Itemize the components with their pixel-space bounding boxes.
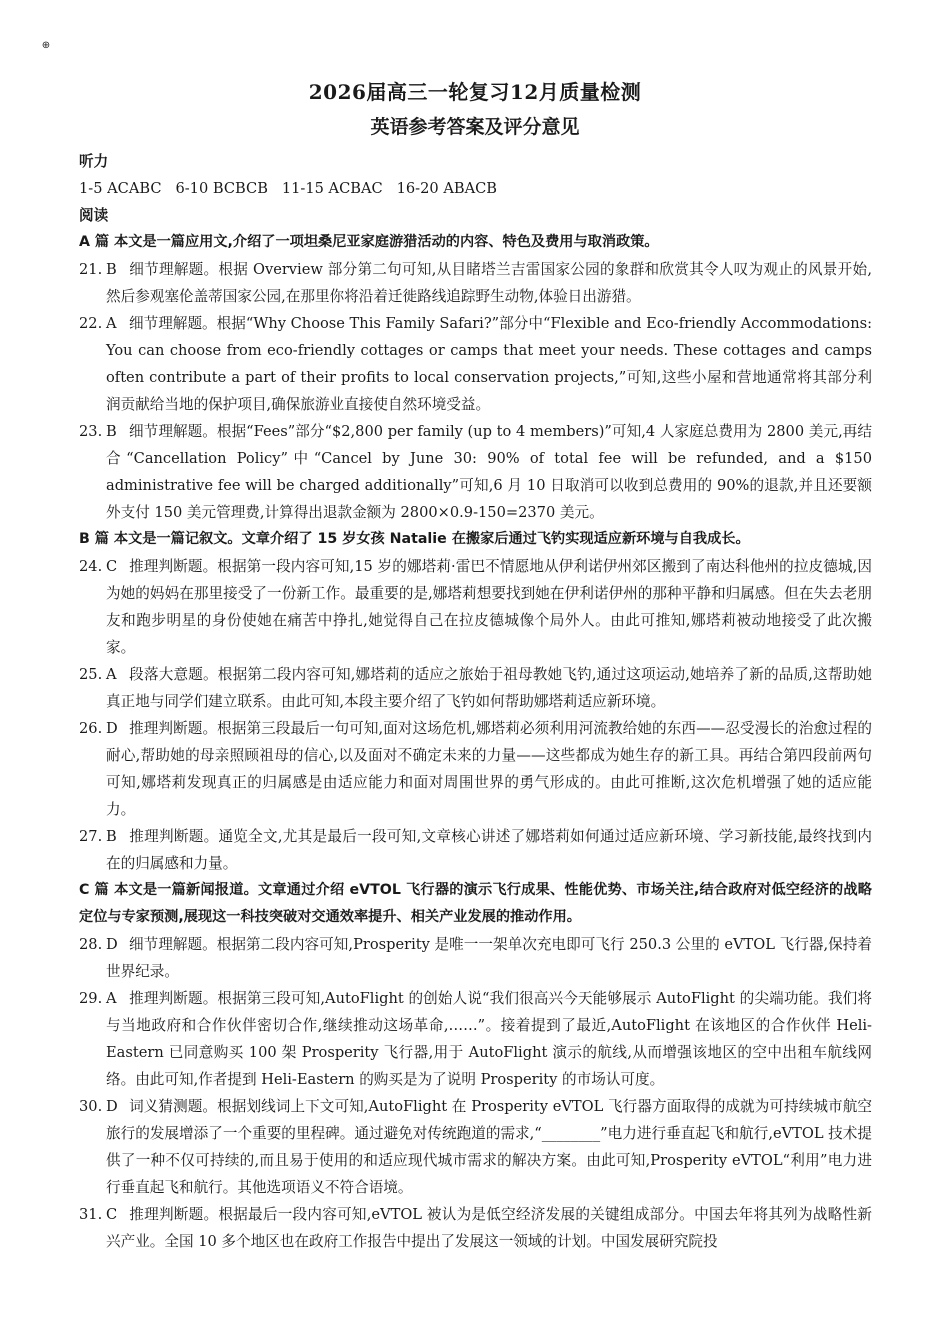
page-title: 2026届高三一轮复习12月质量检测 xyxy=(308,80,642,104)
passage-a-summary: A 篇 本文是一篇应用文,介绍了一项坦桑尼亚家庭游猎活动的内容、特色及费用与取消政策。 xyxy=(79,234,659,250)
item-number: 21. xyxy=(79,261,103,278)
answer-item xyxy=(79,256,872,310)
item-explanation: 推理判断题。根据第三段可知,AutoFlight 的创始人说“我们很高兴今天能够展示 AutoFlight 的尖端功能。我们将与当地政府和合作伙伴密切合作,继续推动这场革命,……”。接着提到了最近,AutoFlight 在该地区的合作伙伴 Heli-Eastern 已同意购买 100 架 Prosperity 飞行器,用于 AutoFlight 演示的航线,从而增强该地区的空中出租车航线网络。由此可知,作者提到 Heli-Eastern 的购买是为了说明 Prosperity 的市场认可度。 xyxy=(106,990,872,1088)
answer-item xyxy=(79,418,872,526)
item-number: 30. xyxy=(79,1098,103,1115)
item-number: 23. xyxy=(79,423,103,440)
answer-item xyxy=(79,823,872,877)
item-answer: D xyxy=(106,936,118,953)
item-answer: C xyxy=(106,1206,118,1223)
item-number: 22. xyxy=(79,315,103,332)
item-answer: C xyxy=(106,558,118,575)
item-answer: B xyxy=(106,261,117,278)
answer-content xyxy=(79,148,872,1255)
item-answer: D xyxy=(106,720,118,737)
item-number: 25. xyxy=(79,666,103,683)
item-explanation: 推理判断题。通览全文,尤其是最后一段可知,文章核心讲述了娜塔莉如何通过适应新环境、学习新技能,最终找到内在的归属感和力量。 xyxy=(106,828,872,872)
item-explanation: 段落大意题。根据第二段内容可知,娜塔莉的适应之旅始于祖母教她飞钓,通过这项运动,她培养了新的品质,这帮助她真正地与同学们建立联系。由此可知,本段主要介绍了飞钓如何帮助娜塔莉适应新环境。 xyxy=(106,666,872,710)
answer-item xyxy=(79,931,872,985)
answer-item xyxy=(79,1093,872,1201)
corner-mark-icon: ⊕ xyxy=(41,40,51,51)
item-explanation: 细节理解题。根据 Overview 部分第二句可知,从目睹塔兰吉雷国家公园的象群和欣赏其令人叹为观止的风景开始,然后参观塞伦盖蒂国家公园,在那里你将沿着迁徙路线追踪野生动物,体验日出游猎。 xyxy=(106,261,872,305)
passage-c-summary: C 篇 本文是一篇新闻报道。文章通过介绍 eVTOL 飞行器的演示飞行成果、性能优势、市场关注,结合政府对低空经济的战略定位与专家预测,展现这一科技突破对交通效率提升、相关产业发展的推动作用。 xyxy=(79,882,872,925)
passage-b-summary: B 篇 本文是一篇记叙文。文章介绍了 15 岁女孩 Natalie 在搬家后通过飞钓实现适应新环境与自我成长。 xyxy=(79,531,750,547)
answer-item xyxy=(79,1201,872,1255)
item-answer: B xyxy=(106,423,117,440)
reading-label: 阅读 xyxy=(79,207,109,224)
listening-label: 听力 xyxy=(79,153,109,170)
item-answer: D xyxy=(106,1098,118,1115)
page-subtitle: 英语参考答案及评分意见 xyxy=(370,116,580,138)
answer-item xyxy=(79,715,872,823)
item-answer: A xyxy=(106,990,117,1007)
item-explanation: 细节理解题。根据“Fees”部分“$2,800 per family (up to 4 members)”可知,4 人家庭总费用为 2800 美元,再结合“Cancellation Policy”中“Cancel by June 30: 90% of total fee will be refunded, and a $150 administrative fee will be charged additionally”可知,6 月 10 日取消可以收到总费用的 90%的退款,并且还要额外支付 150 美元管理费,计算得出退款金额为 2800×0.9-150=2370 美元。 xyxy=(106,423,872,521)
item-explanation: 推理判断题。根据最后一段内容可知,eVTOL 被认为是低空经济发展的关键组成部分。中国去年将其列为战略性新兴产业。全国 10 多个地区也在政府工作报告中提出了发展这一领域的计划。中国发展研究院投 xyxy=(106,1206,872,1250)
answer-item xyxy=(79,661,872,715)
item-answer: A xyxy=(106,315,117,332)
item-number: 26. xyxy=(79,720,103,737)
item-explanation: 推理判断题。根据第三段最后一句可知,面对这场危机,娜塔莉必须利用河流教给她的东西——忍受漫长的治愈过程的耐心,帮助她的母亲照顾祖母的信心,以及面对不确定未来的力量——这些都成为她生存的新工具。再结合第四段前两句可知,娜塔莉发现真正的归属感是由适应能力和面对周围世界的勇气形成的。由此可推断,这次危机增强了她的适应能力。 xyxy=(106,720,872,818)
item-number: 28. xyxy=(79,936,103,953)
item-number: 27. xyxy=(79,828,103,845)
item-explanation: 细节理解题。根据第二段内容可知,Prosperity 是唯一一架单次充电即可飞行 250.3 公里的 eVTOL 飞行器,保持着世界纪录。 xyxy=(106,936,872,980)
item-explanation: 推理判断题。根据第一段内容可知,15 岁的娜塔莉·雷巴不情愿地从伊利诺伊州郊区搬到了南达科他州的拉皮德城,因为她的妈妈在那里接受了一份新工作。最重要的是,娜塔莉想要找到她在伊利诺伊州的那种平静和归属感。但在失去老朋友和跑步明星的身份使她在痛苦中挣扎,她觉得自己在拉皮德城像个局外人。由此可推知,娜塔莉被动地接受了此次搬家。 xyxy=(106,558,872,656)
item-explanation: 细节理解题。根据“Why Choose This Family Safari?”部分中“Flexible and Eco-friendly Accommodations: You can choose from eco-friendly cottages or camps that meet your needs. These cottages and camps often contribute a part of their profits to local conservation projects,”可知,这些小屋和营地通常将其部分利润贡献给当地的保护项目,确保旅游业直接使自然环境受益。 xyxy=(106,315,872,413)
answer-item xyxy=(79,310,872,418)
answer-item xyxy=(79,985,872,1093)
item-answer: A xyxy=(106,666,117,683)
item-explanation: 词义猜测题。根据划线词上下文可知,AutoFlight 在 Prosperity eVTOL 飞行器方面取得的成就为可持续城市航空旅行的发展增添了一个重要的里程碑。通过避免对传统跑道的需求,“________”电力进行垂直起飞和航行,eVTOL 技术提供了一种不仅可持续的,而且易于使用的和适应现代城市需求的解决方案。由此可知,Prosperity eVTOL“利用”电力进行垂直起飞和航行。其他选项语义不符合语境。 xyxy=(106,1098,872,1196)
answer-item xyxy=(79,553,872,661)
listening-answers: 1-5 ACABC 6-10 BCBCB 11-15 ACBAC 16-20 ABACB xyxy=(79,180,498,197)
item-number: 29. xyxy=(79,990,103,1007)
item-number: 24. xyxy=(79,558,103,575)
item-number: 31. xyxy=(79,1206,103,1223)
item-answer: B xyxy=(106,828,117,845)
